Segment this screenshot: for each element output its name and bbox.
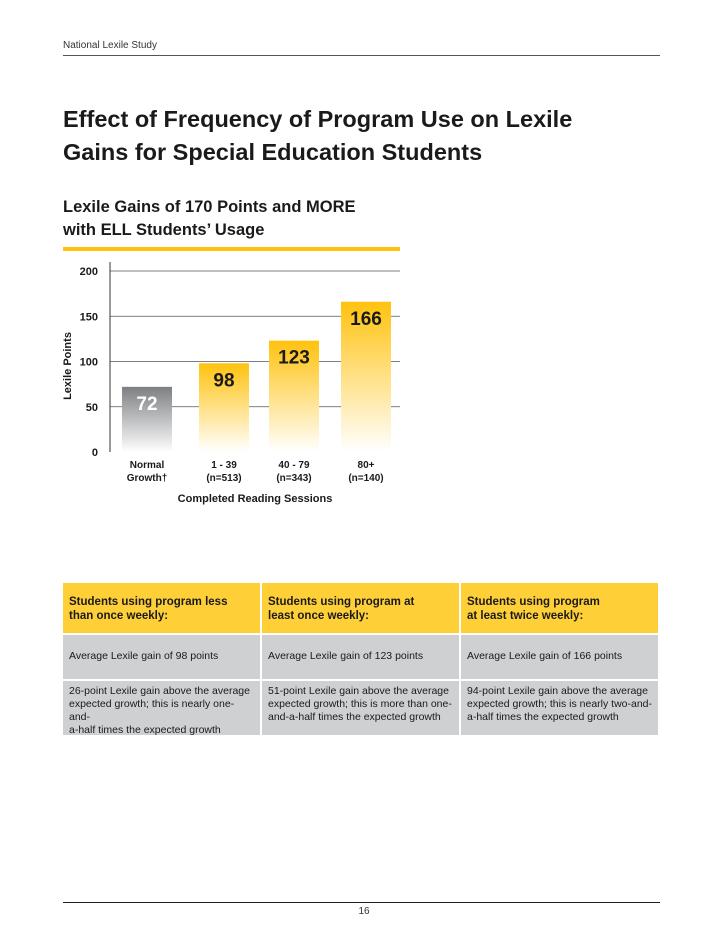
y-tick-label: 100: [79, 356, 98, 369]
table-header-cell: [63, 583, 260, 633]
x-tick-label: (n=513): [206, 473, 242, 484]
header-line: at least twice weekly:: [467, 610, 584, 622]
detail-line: expected growth; this is nearly one-and-: [69, 698, 235, 723]
bar-value-label: 72: [136, 393, 158, 415]
footer-rule: [63, 902, 660, 903]
x-tick-label: (n=140): [348, 473, 384, 484]
bar-value-label: 98: [213, 370, 235, 392]
x-tick-label: 1 - 39: [211, 460, 237, 471]
page-title-line: Gains for Special Education Students: [63, 139, 483, 165]
x-tick-label: 40 - 79: [278, 460, 310, 471]
x-tick-label: (n=343): [276, 473, 312, 484]
table-cell-detail: [461, 681, 658, 735]
detail-line: expected growth; this is more than one-: [268, 698, 452, 710]
summary-table: [63, 583, 658, 735]
header-line: than once weekly:: [69, 610, 169, 622]
chart-title-line: Lexile Gains of 170 Points and MORE: [63, 198, 356, 216]
x-tick-label: 80+: [357, 460, 375, 471]
table-cell-average: Average Lexile gain of 123 points: [262, 635, 459, 679]
y-axis-label: Lexile Points: [62, 332, 74, 400]
y-tick-label: 200: [79, 266, 98, 278]
detail-line: a-half times the expected growth: [69, 724, 221, 736]
header-line: Students using program: [467, 596, 600, 608]
table-header-cell: [262, 583, 459, 633]
header-line: Students using program less: [69, 596, 228, 608]
detail-line: 26-point Lexile gain above the average: [69, 685, 250, 697]
x-tick-label: Normal: [129, 460, 165, 471]
detail-line: 51-point Lexile gain above the average: [268, 685, 449, 697]
y-tick-label: 0: [91, 447, 98, 459]
header-line: least once weekly:: [268, 610, 369, 622]
page-title-line: Effect of Frequency of Program Use on Lexile: [63, 106, 573, 132]
detail-line: a-half times the expected growth: [467, 711, 619, 723]
y-tick-label: 150: [79, 311, 98, 324]
bar-value-label: 166: [350, 308, 382, 330]
detail-line: 94-point Lexile gain above the average: [467, 685, 648, 697]
page-number: 16: [358, 906, 370, 917]
table-cell-detail: [63, 681, 260, 735]
table-cell-average: Average Lexile gain of 166 points: [461, 635, 658, 679]
bar-value-label: 123: [278, 347, 310, 369]
detail-line: and-a-half times the expected growth: [268, 711, 441, 723]
table-header-cell: [461, 583, 658, 633]
detail-line: expected growth; this is nearly two-and-: [467, 698, 653, 710]
x-axis-label: Completed Reading Sessions: [177, 493, 333, 505]
y-tick-label: 50: [85, 401, 98, 414]
table-cell-detail: [262, 681, 459, 735]
header-line: Students using program at: [268, 596, 415, 608]
running-header: National Lexile Study: [63, 40, 157, 51]
x-tick-label: Growth†: [126, 473, 168, 484]
table-cell-average: Average Lexile gain of 98 points: [63, 635, 260, 679]
chart-title-line: with ELL Students’ Usage: [63, 221, 265, 239]
